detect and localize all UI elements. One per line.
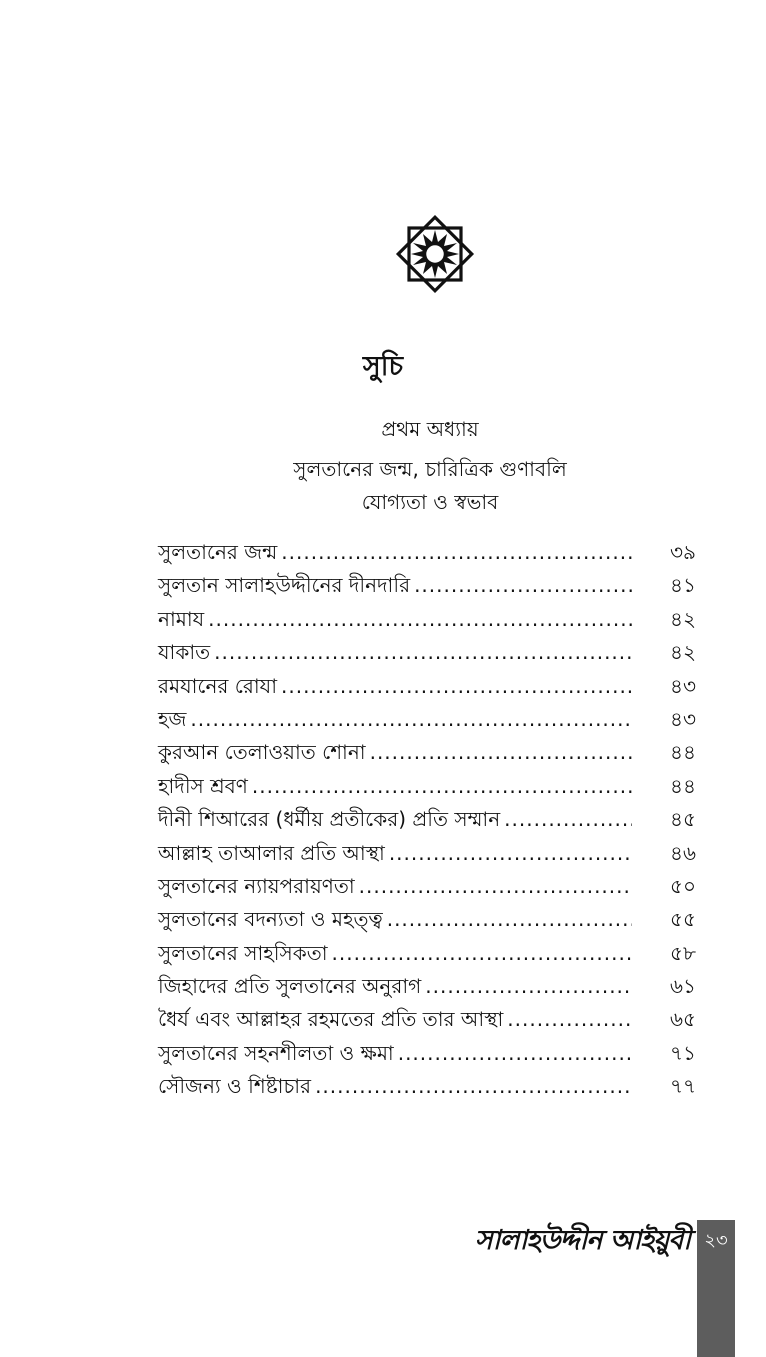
toc-entry-page: ৪৩ [670,673,696,698]
toc-entry-label: হজ [158,706,187,731]
toc-dot-leader [332,941,632,965]
toc-entry-label: রমযানের রোযা [158,673,277,698]
eight-point-star-ornament-icon [391,210,479,298]
toc-entry-page: ৭৭ [669,1074,696,1099]
toc-entry[interactable] [158,805,696,838]
toc-entry[interactable] [158,972,696,1005]
toc-dot-leader [387,907,632,931]
toc-entry-page: ৬৫ [670,1007,696,1032]
toc-entry[interactable] [158,905,696,938]
toc-entry-page: ৬১ [670,974,696,999]
toc-dot-leader [190,707,632,731]
toc-entry-label: জিহাদের প্রতি সুলতানের অনুরাগ [158,974,422,999]
toc-entry-label: আল্লাহ তাআলার প্রতি আস্থা [158,840,385,865]
toc-entry-page: ৭১ [670,1040,696,1065]
toc-dot-leader [389,841,632,865]
chapter-subtitle-line-2: যোগ্যতা ও স্বভাব [361,490,499,514]
toc-entry-page: ৪৩ [670,706,696,731]
toc-entry[interactable] [158,1005,696,1038]
toc-entry[interactable] [158,538,696,571]
toc-entry[interactable] [158,939,696,972]
toc-entry-label: যাকাত [158,640,211,665]
toc-entry-label: দীনী শিআরের (ধর্মীয় প্রতীকের) প্রতি সম্মান [158,807,501,832]
toc-entry-page: ৪৬ [670,840,696,865]
toc-entry[interactable] [158,1072,696,1105]
toc-entry[interactable] [158,705,696,738]
chapter-subtitle-line-1: সুলতানের জন্ম, চারিত্রিক গুণাবলি [293,457,567,481]
toc-entry-label: কুরআন তেলাওয়াত শোনা [158,740,366,765]
toc-dot-leader [370,740,632,764]
toc-entry-page: ৫৫ [670,907,696,932]
toc-entry-label: সুলতানের বদন্যতা ও মহত্ত্ব [158,907,383,932]
chapter-heading: প্রথম অধ্যায় [381,417,479,441]
toc-entry-page: ৪২ [670,640,696,665]
toc-entry-page: ৪১ [670,573,696,598]
toc-dot-leader [252,774,632,798]
toc-dot-leader [359,874,632,898]
toc-entry-page: ৪৪ [670,740,696,765]
toc-entry-page: ৫৮ [670,940,696,965]
toc-dot-leader [398,1041,632,1065]
page-number-tab [697,1220,735,1357]
toc-entry[interactable] [158,571,696,604]
toc-entry[interactable] [158,839,696,872]
toc-entry-page: ৩৯ [670,540,696,564]
toc-entry[interactable] [158,872,696,905]
toc-entry[interactable] [158,605,696,638]
footer-book-title: সালাহউদ্দীন আইয়ুবী [474,1225,690,1256]
toc-entry[interactable] [158,672,696,705]
toc-entry-label: সুলতান সালাহউদ্দীনের দীনদারি [158,573,411,598]
toc-entry-label: হাদীস শ্রবণ [158,773,248,798]
toc-entry-label: সুলতানের জন্ম [158,540,278,564]
toc-entry[interactable] [158,638,696,671]
toc-entry-page: ৪২ [670,606,696,631]
toc-entry[interactable] [158,772,696,805]
toc-dot-leader [507,1007,632,1031]
toc-entry-label: সুলতানের ন্যায়পরায়ণতা [158,873,355,898]
toc-dot-leader [214,640,632,664]
toc-entry-page: ৫০ [670,873,696,898]
toc-entry-label: নামায [158,606,205,631]
toc-entry-page: ৪৫ [670,807,696,832]
toc-entry-label: সৌজন্য ও শিষ্টাচার [158,1074,312,1099]
toc-entry[interactable] [158,738,696,771]
page-title: সুচি [362,351,404,382]
toc-entry-label: ধৈর্য এবং আল্লাহর রহমতের প্রতি তার আস্থা [158,1007,504,1032]
toc-dot-leader [281,540,632,564]
toc-dot-leader [504,807,632,831]
toc-dot-leader [414,573,632,597]
toc-entry-page: ৪৪ [670,773,696,798]
page-number: ২৩ [704,1230,728,1251]
toc-dot-leader [281,674,632,698]
toc-dot-leader [315,1074,632,1098]
toc-entry[interactable] [158,1039,696,1072]
table-of-contents [158,538,696,1106]
toc-entry-label: সুলতানের সাহসিকতা [158,940,328,965]
toc-dot-leader [425,974,632,998]
toc-entry-label: সুলতানের সহনশীলতা ও ক্ষমা [158,1040,394,1065]
toc-dot-leader [208,607,632,631]
